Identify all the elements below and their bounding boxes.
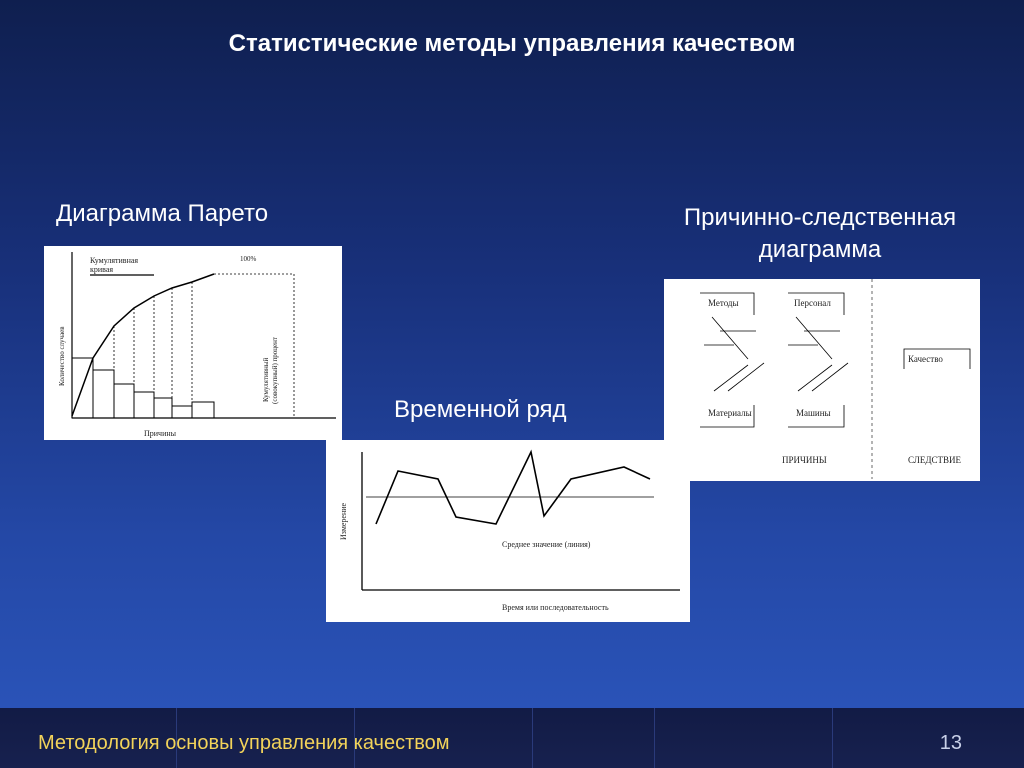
- pareto-y-label: Количество случаев: [58, 326, 66, 386]
- fishbone-quality-label: Качество: [908, 354, 943, 364]
- fishbone-caption: [640, 202, 1000, 266]
- pareto-right-label-1: Кумулятивный: [262, 357, 270, 402]
- fishbone-diagram: [664, 279, 980, 481]
- time-series-diagram: [326, 440, 690, 622]
- series-measurement-line: [376, 452, 650, 524]
- fishbone-bones: [704, 317, 848, 391]
- pareto-right-label-2: (совокупный) процент: [271, 337, 279, 404]
- pareto-diagram-image: [44, 246, 342, 440]
- fishbone-caption-line1: Причинно-следственная: [683, 204, 957, 231]
- pareto-bar: [172, 406, 192, 418]
- series-y-label: Измерение: [339, 502, 348, 540]
- pareto-bar: [192, 402, 214, 418]
- footer-text: Методология основы управления качеством: [38, 732, 450, 754]
- footer-divider: [832, 708, 833, 768]
- pareto-bar: [134, 392, 154, 418]
- fishbone-machines-label: Машины: [796, 408, 831, 418]
- fishbone-methods-label: Методы: [708, 298, 739, 308]
- pareto-bar: [93, 370, 114, 418]
- fishbone-caption-line2: диаграмма: [758, 236, 882, 263]
- pareto-cumulative-label-2: кривая: [90, 265, 114, 274]
- pareto-diagram: [44, 246, 342, 440]
- time-series-caption: Временной ряд: [394, 396, 567, 423]
- slide-title: Статистические методы управления качеством: [228, 30, 796, 57]
- fishbone-materials-label: Материалы: [708, 408, 752, 418]
- fishbone-causes-label: ПРИЧИНЫ: [782, 455, 827, 465]
- page-number: 13: [939, 732, 962, 754]
- pareto-x-label: Причины: [144, 429, 177, 438]
- series-x-label: Время или последовательность: [502, 603, 609, 612]
- pareto-percent-label: 100%: [240, 255, 257, 263]
- fishbone-effect-label: СЛЕДСТВИЕ: [908, 455, 962, 465]
- pareto-bar: [154, 398, 172, 418]
- pareto-bar: [114, 384, 134, 418]
- pareto-cumulative-label-1: Кумулятивная: [90, 256, 139, 265]
- footer-divider: [532, 708, 533, 768]
- footer-bar: [0, 708, 1024, 768]
- pareto-caption: Диаграмма Парето: [56, 200, 269, 227]
- footer-divider: [654, 708, 655, 768]
- series-mean-label: Среднее значение (линия): [502, 540, 591, 549]
- time-series-image: [326, 440, 690, 622]
- fishbone-diagram-image: [664, 279, 980, 481]
- fishbone-personnel-label: Персонал: [794, 298, 831, 308]
